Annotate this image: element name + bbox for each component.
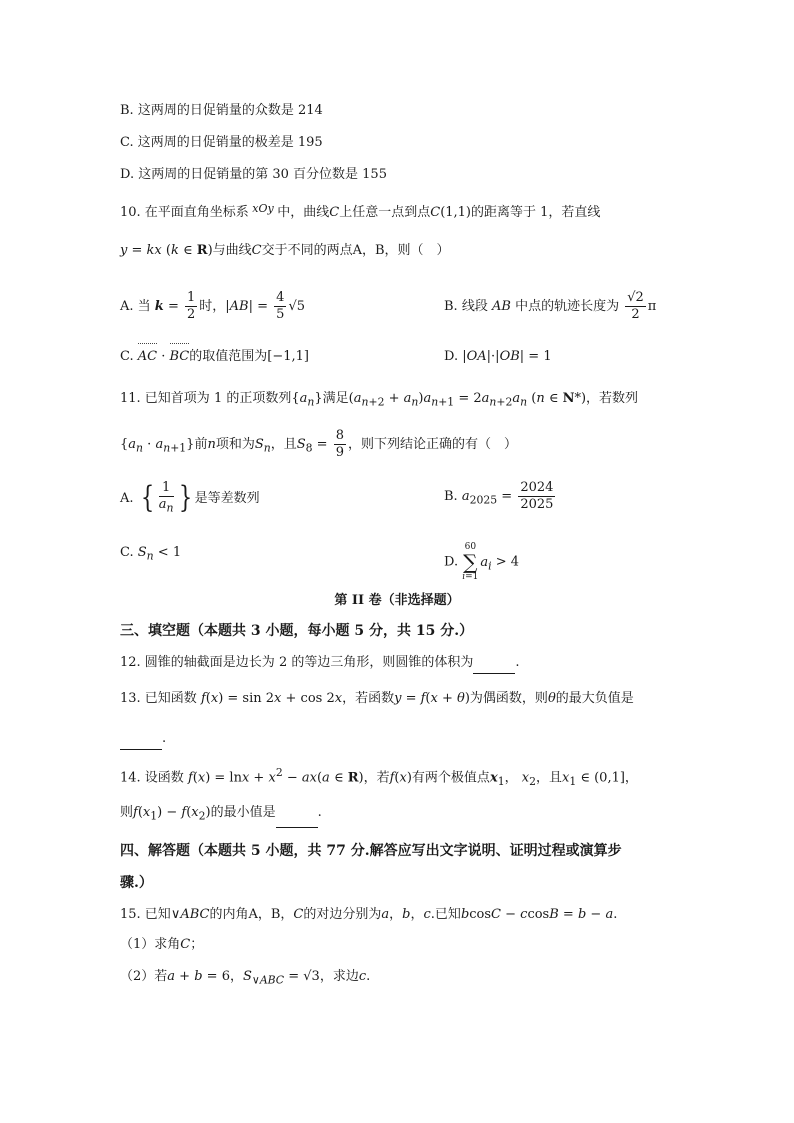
q13-line1: 13. 已知函数 f(x) = sin 2x + cos 2x，若函数y = f(x + θ)为偶函数，则θ的最大负值是 (120, 691, 634, 706)
q13-line2: . (120, 728, 166, 750)
q9-option-b: B. 这两周的日促销量的众数是 214 (120, 103, 323, 118)
q12-answer-blank[interactable] (473, 659, 515, 674)
q12: 12. 圆锥的轴截面是边长为 2 的等边三角形，则圆锥的体积为 . (120, 652, 519, 674)
q15-part2: （2）若a + b = 6，$S_{\vee ABC} = √3$，求边c. (120, 969, 371, 987)
q10-option-a: A. 当 k = $\frac{1}{2}$ 时，|AB| = $\frac{4}{5}$ √5 (120, 290, 306, 322)
q14-line2: 则$f(x_1) - f(x_2)$的最小值是 . (120, 802, 322, 828)
q10-option-c: C. AC · BC的取值范围为[−1,1] (120, 346, 309, 368)
q13-answer-blank[interactable] (120, 735, 162, 750)
q9-option-d: D. 这两周的日促销量的第 30 百分位数是 155 (120, 167, 387, 182)
q11-option-c: C. $S_n < 1$ (120, 545, 182, 563)
q11-option-d: D. 60 ∑ i=1 $a_i > 4$ (444, 542, 520, 582)
q10-stem-line2: y = kx (k ∈ R)与曲线C交于不同的两点A，B，则（ ） (120, 243, 450, 258)
q11-stem-line1: 11. 已知首项为 1 的正项数列$\{a_n\}$满足$(a_{n+2} + a_n)a_{n+1} = 2a_{n+2}a_n$ (n ∈ N*)，若数列 (120, 391, 639, 409)
section4-title-line1: 四、解答题（本题共 5 小题，共 77 分.解答应写出文字说明、证明过程或演算步 (120, 843, 622, 859)
section3-title: 三、填空题（本题共 3 小题，每小题 5 分，共 15 分.） (120, 623, 474, 639)
q11-stem-line2: $\{a_n \cdot a_{n+1}\}$前n项和为$S_n$，且$S_8$ = $\frac{8}{9}$ ，则下列结论正确的有（ ） (120, 428, 518, 460)
q11-option-a: A. { $\frac{1}{a_n}$ } 是等差数列 (120, 480, 260, 516)
q14-line1: 14. 设函数 $f(x) = \ln x + x^2 - ax(a$ ∈ R)，若f(x)有两个极值点$x_1$， $x_2$，且$x_1$ ∈ (0,1]， (120, 766, 638, 788)
q15-stem: 15. 已知∨ABC的内角A，B，C的对边分别为a，b，c.已知bcosC − ccosB = b − a. (120, 907, 618, 922)
part2-title: 第 II 卷（非选择题） (334, 593, 460, 608)
q10-stem-line1: 10. 在平面直角坐标系 $^{xOy}$ 中，曲线C上任意一点到点C(1,1)的距离等于 1，若直线 (120, 202, 601, 220)
q10-option-d: D. |OA|·|OB| = 1 (444, 349, 552, 364)
q9-option-c: C. 这两周的日促销量的极差是 195 (120, 135, 323, 150)
q11-option-b: B. $a_{2025}$ = $\frac{2024}{2025}$ (444, 480, 554, 512)
q14-answer-blank[interactable] (276, 813, 318, 828)
section4-title-line2: 骤.） (120, 875, 153, 891)
q10-option-b: B. 线段 AB 中点的轨迹长度为 $\frac{√2}{2}$ π (444, 290, 657, 322)
q15-part1: （1）求角C； (120, 937, 204, 952)
